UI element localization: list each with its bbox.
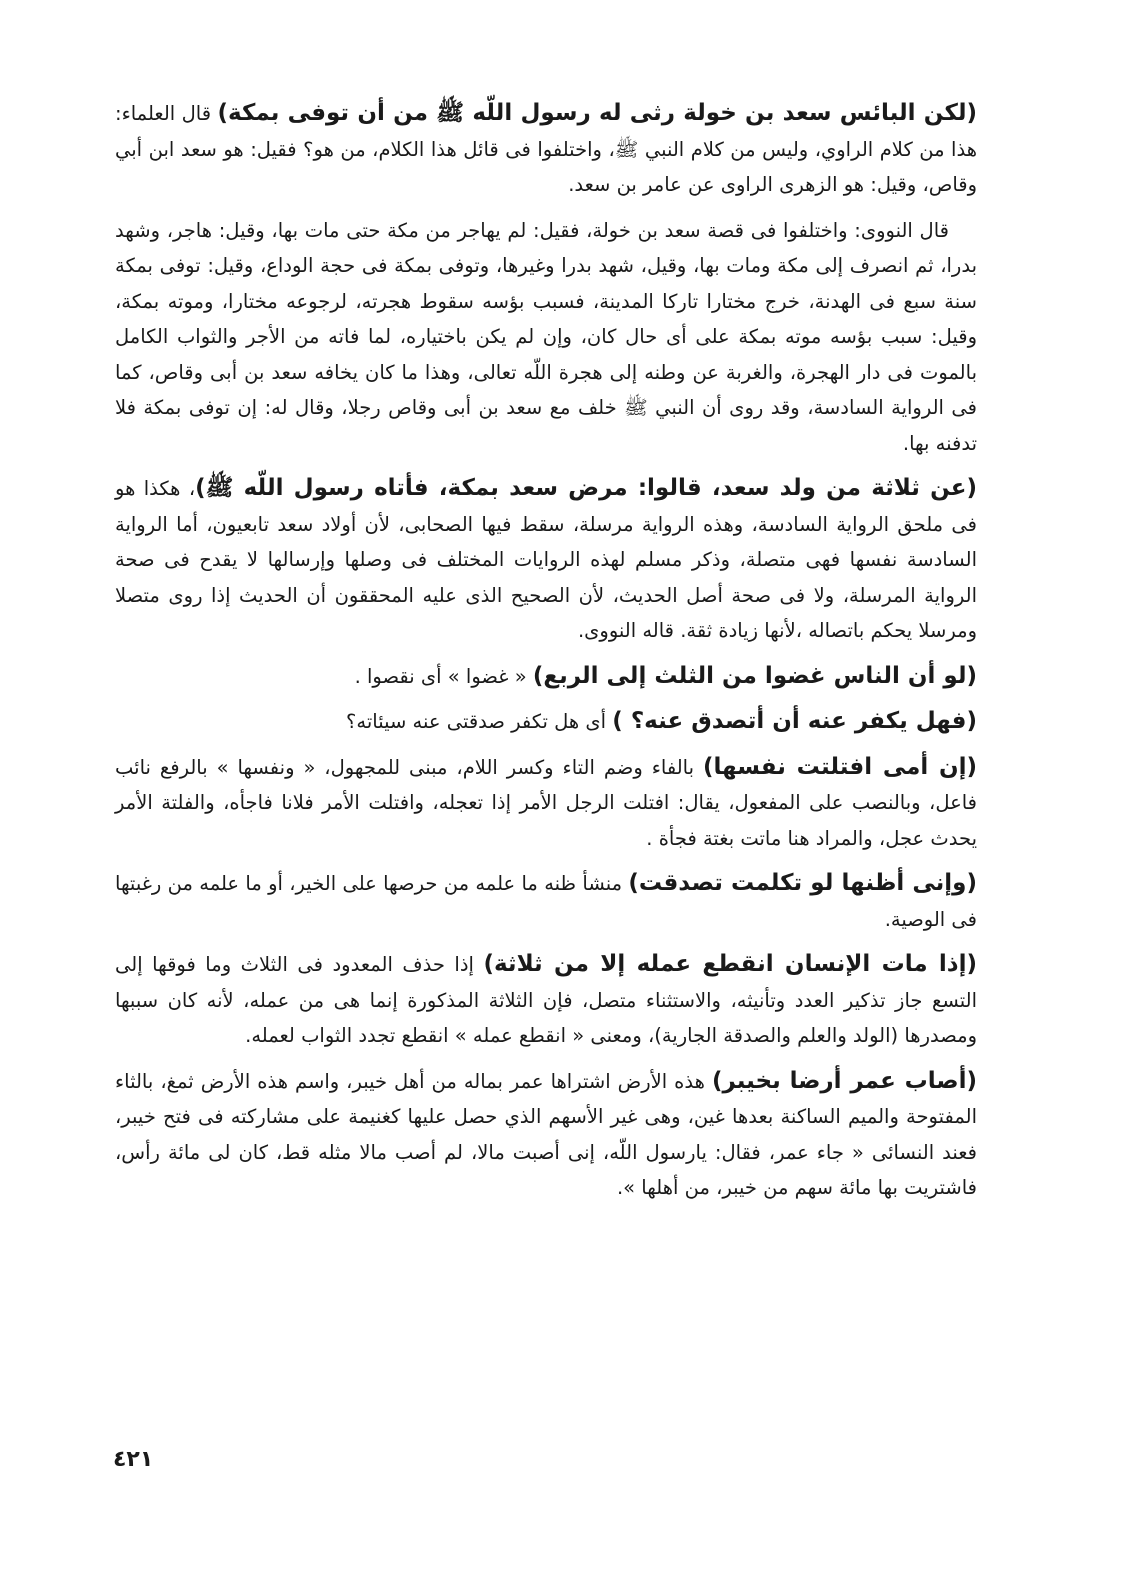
paragraph-text: قال النووى: واختلفوا فى قصة سعد بن خولة، فقيل: لم يهاجر من مكة حتى مات بها، وقيل: هاجر، وشهد بدرا، ثم انصرف إلى مكة ومات بها، وقيل، شهد بدرا وغيرها، وتوفى بمكة فى حجة الوداع، وقيل: توفى بمكة سنة سبع فى الهدنة، خرج مختارا تاركا المدينة، فسبب بؤسه سقوط هجرته، لرجوعه مختارا، وموته بمكة، وقيل: سبب بؤسه موته بمكة على أى حال كان، وإن لم يكن باختياره، لما فاته من الأجر والثواب الكامل بالموت فى دار الهجرة، والغربة عن وطنه إلى هجرة اللّه تعالى، وهذا ما كان يخافه سعد بن أبى وقاص، كما فى الرواية السادسة، وقد روى أن النبي ﷺ خلف مع سعد بن أبى وقاص رجلا، وقال له: إن توفى بمكة فلا تدفنه بها. bbox=[115, 218, 977, 455]
paragraph-text: هذه الأرض اشتراها عمر بماله من أهل خيبر، واسم هذه الأرض ثمغ، بالثاء المفتوحة والميم الساكنة بعدها غين، وهى غير الأسهم الذي حصل عليها كغنيمة على مشاركته فى فتح خيبر، فعند النسائى « جاء عمر، فقال: يارسول اللّه، إنى أصبت مالا، لم أصب مالا مثله قط، كان لى مائة رأس، فاشتريت بها مائة سهم من خيبر، من أهلها ». bbox=[115, 1069, 977, 1199]
paragraph-3 bbox=[115, 471, 977, 649]
paragraph-7 bbox=[115, 866, 977, 937]
paragraph-text: بالفاء وضم التاء وكسر اللام، مبنى للمجهول، « ونفسها » بالرفع نائب فاعل، وبالنصب على المفعول، يقال: افتلت الرجل الأمر إذا تعجله، وافتلت الأمر فلانا فاجأه، والفلتة الأمر يحدث عجل، والمراد هنا ماتت بغتة فجأة . bbox=[115, 755, 977, 850]
paragraph-1 bbox=[115, 96, 977, 203]
paragraph-4 bbox=[115, 659, 977, 695]
paragraph-text: ، هكذا هو فى ملحق الرواية السادسة، وهذه الرواية مرسلة، سقط فيها الصحابى، لأن أولاد سعد تابعيون، أما الرواية السادسة نفسها فهى متصلة، وذكر مسلم لهذه الروايات المختلف فى وصلها وإرسالها لا يقدح فى صحة الرواية المرسلة، ولا فى صحة أصل الحديث، لأن الصحيح الذى عليه المحققون أن الحديث إذا روى متصلا ومرسلا يحكم باتصاله ،لأنها زيادة ثقة. قاله النووى. bbox=[115, 477, 977, 642]
page-number: ٤٢١ bbox=[113, 1447, 154, 1472]
paragraph-heading: (لو أن الناس غضوا من الثلث إلى الربع) bbox=[532, 662, 977, 689]
paragraph-heading: (إن أمى افتلتت نفسها) bbox=[702, 753, 978, 780]
paragraph-heading: (لكن البائس سعد بن خولة رثى له رسول اللّه ﷺ من أن توفى بمكة) bbox=[217, 100, 977, 126]
paragraph-text: منشأ ظنه ما علمه من حرصها على الخير، أو ما علمه من رغبتها فى الوصية. bbox=[115, 872, 977, 931]
paragraph-text: أى هل تكفر صدقتى عنه سيئاته؟ bbox=[346, 710, 613, 733]
paragraph-heading: (عن ثلاثة من ولد سعد، قالوا: مرض سعد بمكة، فأتاه رسول اللّه ﷺ) bbox=[195, 475, 977, 501]
paragraph-heading: (فهل يكفر عنه أن أتصدق عنه؟ ) bbox=[612, 708, 977, 734]
paragraph-2 bbox=[115, 213, 977, 462]
page-body bbox=[115, 96, 977, 1216]
paragraph-heading: (أصاب عمر أرضا بخيبر) bbox=[711, 1067, 978, 1094]
paragraph-5 bbox=[115, 704, 977, 740]
paragraph-heading: (إذا مات الإنسان انقطع عمله إلا من ثلاثة) bbox=[483, 951, 977, 977]
paragraph-text: قال العلماء: هذا من كلام الراوي، وليس من كلام النبي ﷺ، واختلفوا فى قائل هذا الكلام، من هو؟ فقيل: هو سعد ابن أبي وقاص، وقيل: هو الزهرى الراوى عن عامر بن سعد. bbox=[115, 102, 977, 196]
paragraph-6 bbox=[115, 750, 977, 857]
paragraph-text: « غضوا » أى نقصوا . bbox=[354, 664, 533, 688]
paragraph-text: إذا حذف المعدود فى الثلاث وما فوقها إلى التسع جاز تذكير العدد وتأنيثه، والاستثناء متصل، فإن الثلاثة المذكورة إنما هى من عمله، لأنه كان سببها ومصدرها (الولد والعلم والصدقة الجارية)، ومعنى « انقطع عمله » انقطع تجدد الثواب لعمله. bbox=[115, 953, 977, 1047]
paragraph-9 bbox=[115, 1064, 977, 1206]
paragraph-heading: (وإنى أظنها لو تكلمت تصدقت) bbox=[628, 870, 977, 896]
paragraph-8 bbox=[115, 947, 977, 1054]
